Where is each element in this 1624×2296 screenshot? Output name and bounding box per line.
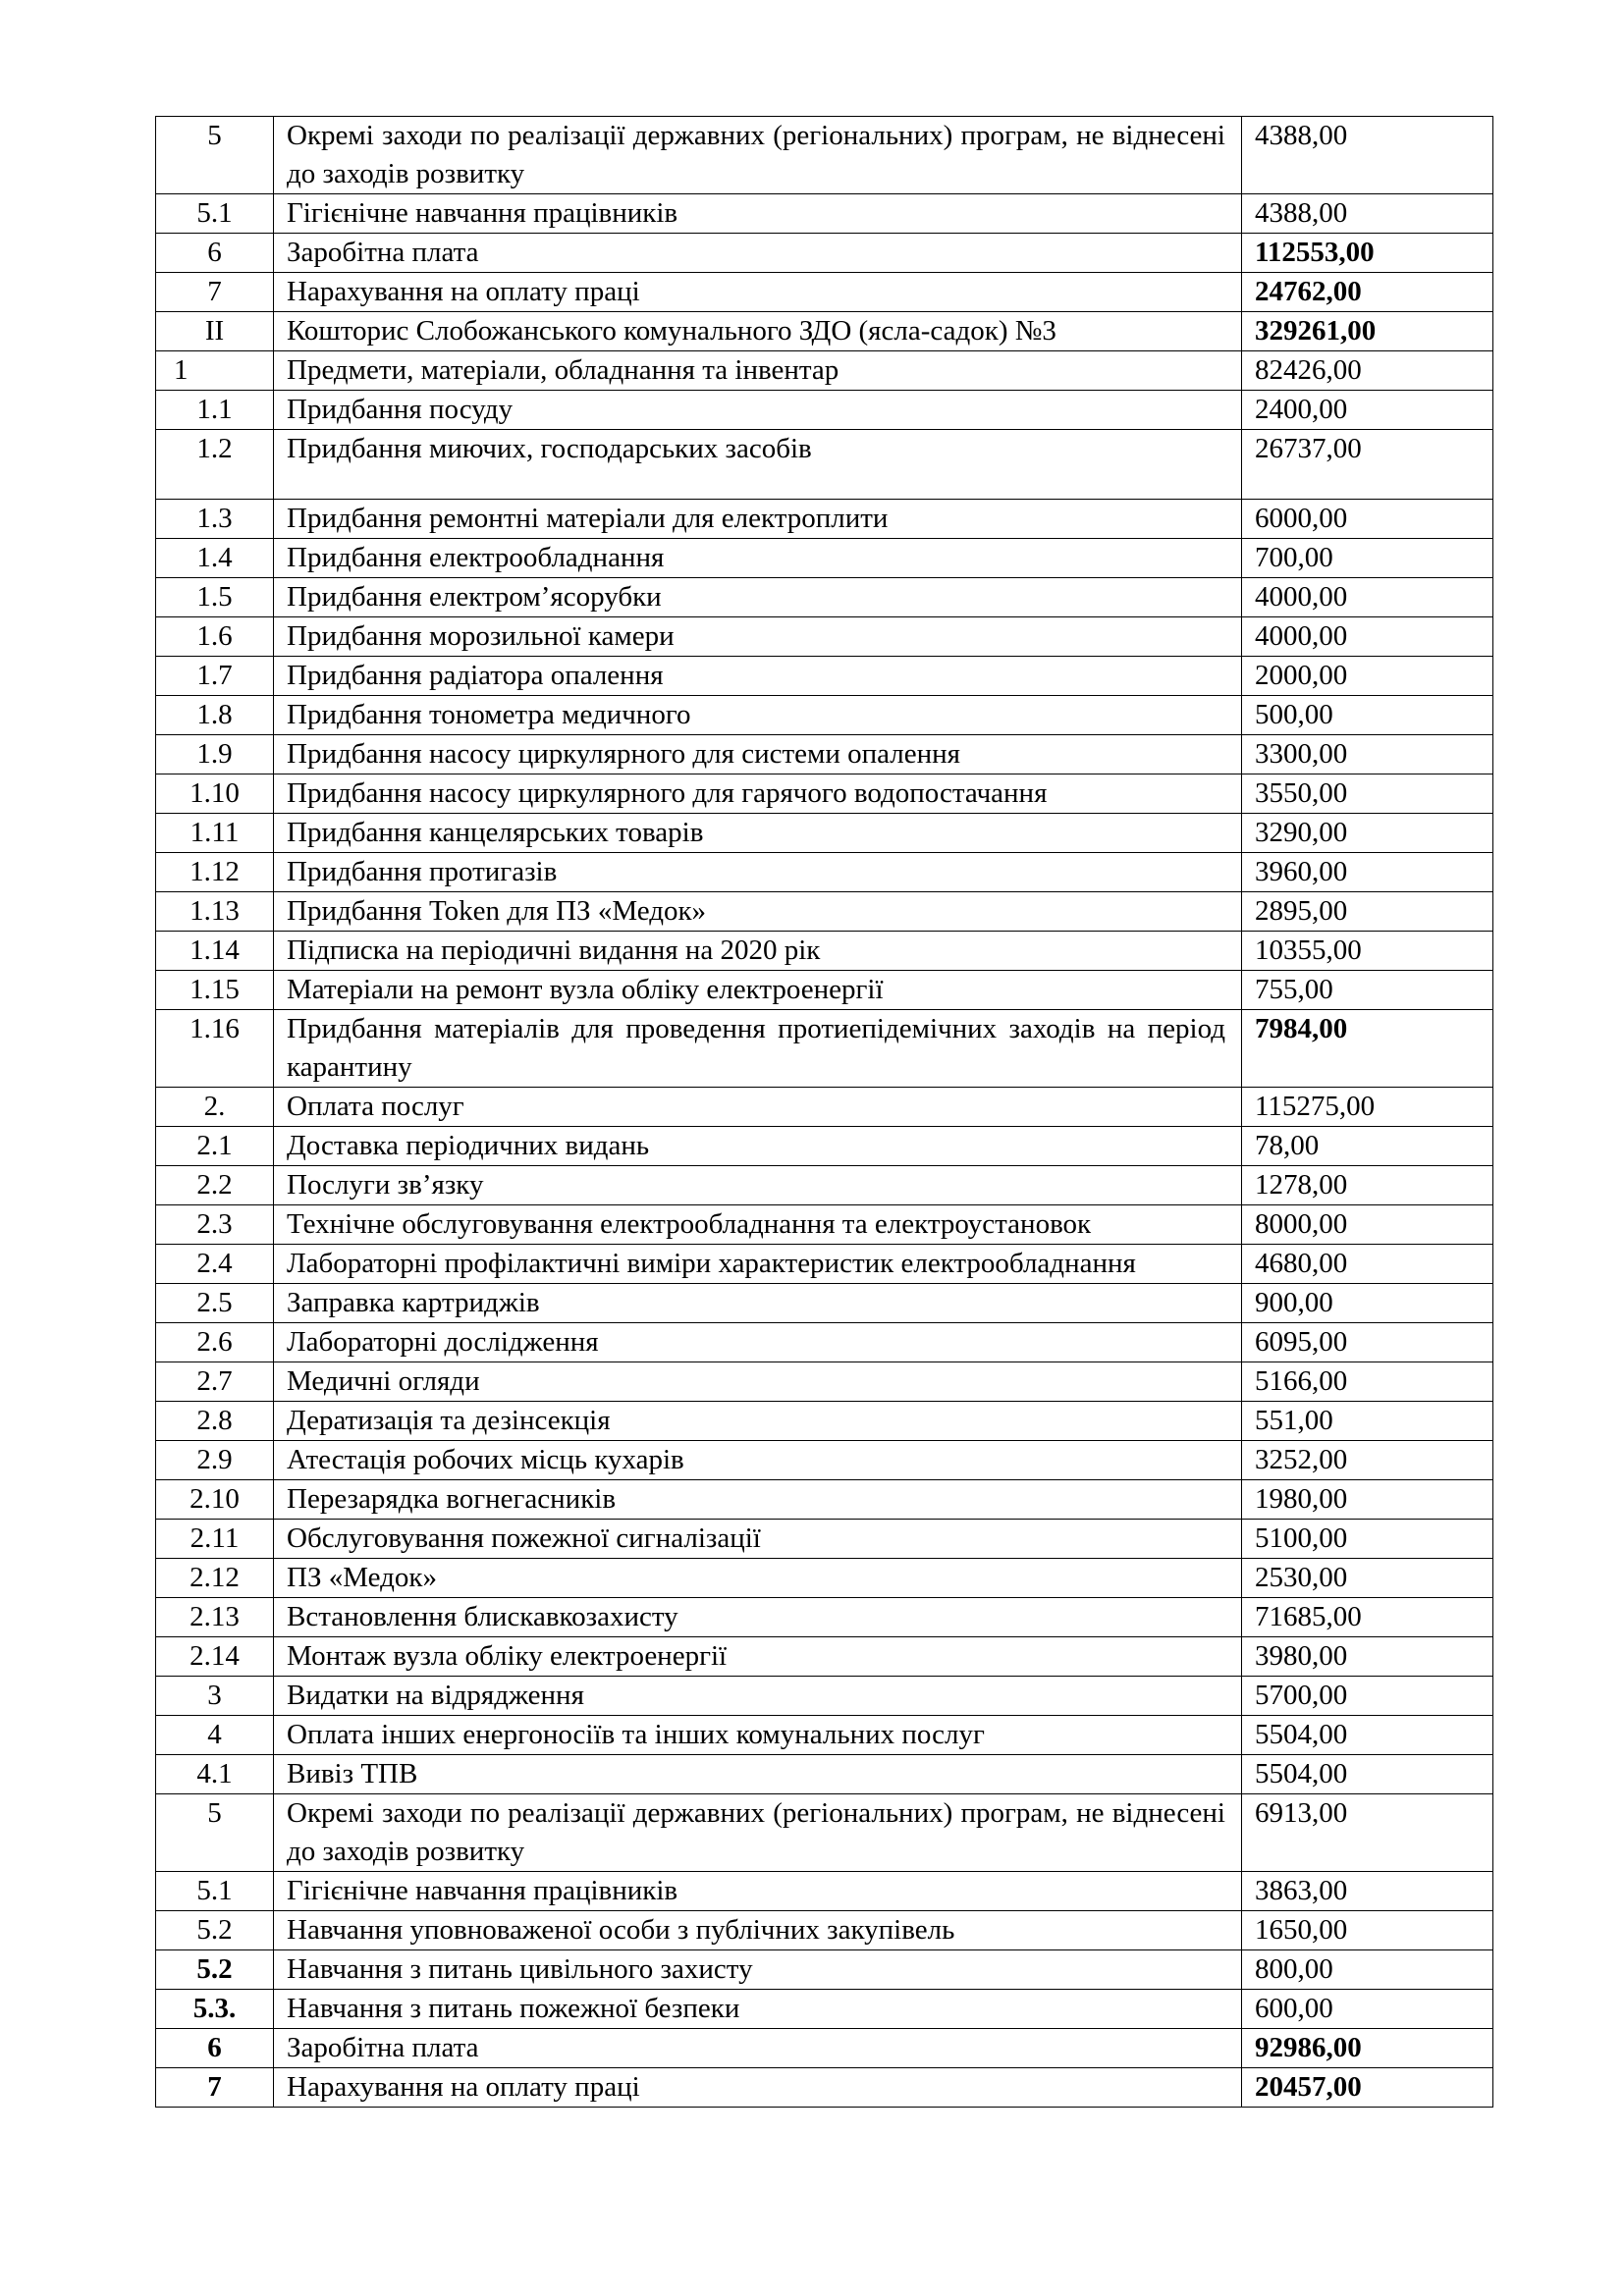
item-amount: 10355,00 bbox=[1242, 932, 1493, 971]
item-amount: 500,00 bbox=[1242, 696, 1493, 735]
item-amount: 5166,00 bbox=[1242, 1362, 1493, 1402]
row-number: 1.14 bbox=[156, 932, 274, 971]
item-amount: 92986,00 bbox=[1242, 2029, 1493, 2068]
table-row bbox=[156, 735, 1493, 774]
item-amount: 1278,00 bbox=[1242, 1166, 1493, 1205]
row-number: 7 bbox=[156, 273, 274, 312]
table-row bbox=[156, 774, 1493, 814]
table-row bbox=[156, 1559, 1493, 1598]
item-name: Предмети, матеріали, обладнання та інвентар bbox=[274, 351, 1242, 391]
row-number: 2.10 bbox=[156, 1480, 274, 1520]
row-number: 4.1 bbox=[156, 1755, 274, 1794]
item-amount: 5100,00 bbox=[1242, 1520, 1493, 1559]
item-name: Придбання радіатора опалення bbox=[274, 657, 1242, 696]
item-amount: 2000,00 bbox=[1242, 657, 1493, 696]
table-row bbox=[156, 351, 1493, 391]
row-number: 1.3 bbox=[156, 500, 274, 539]
item-name: Атестація робочих місць кухарів bbox=[274, 1441, 1242, 1480]
item-name: Окремі заходи по реалізації державних (регіональних) програм, не віднесені до заходів розвитку bbox=[274, 117, 1242, 194]
table-row bbox=[156, 500, 1493, 539]
row-number: 1.11 bbox=[156, 814, 274, 853]
item-amount: 71685,00 bbox=[1242, 1598, 1493, 1637]
row-number: 1.5 bbox=[156, 578, 274, 617]
item-name: Придбання насосу циркулярного для системи опалення bbox=[274, 735, 1242, 774]
table-row bbox=[156, 1950, 1493, 1990]
table-row bbox=[156, 391, 1493, 430]
row-number: 5.2 bbox=[156, 1911, 274, 1950]
item-amount: 6913,00 bbox=[1242, 1794, 1493, 1872]
item-name: Підписка на періодичні видання на 2020 рік bbox=[274, 932, 1242, 971]
row-number: 2.4 bbox=[156, 1245, 274, 1284]
item-name: Придбання матеріалів для проведення протиепідемічних заходів на період карантину bbox=[274, 1010, 1242, 1088]
table-row bbox=[156, 1088, 1493, 1127]
row-number: 1.8 bbox=[156, 696, 274, 735]
item-amount: 24762,00 bbox=[1242, 273, 1493, 312]
row-number: 2.13 bbox=[156, 1598, 274, 1637]
item-name: Придбання насосу циркулярного для гарячого водопостачання bbox=[274, 774, 1242, 814]
table-row bbox=[156, 1127, 1493, 1166]
table-row bbox=[156, 1205, 1493, 1245]
table-row bbox=[156, 1990, 1493, 2029]
row-number: 2.5 bbox=[156, 1284, 274, 1323]
table-row bbox=[156, 2068, 1493, 2108]
item-name: Доставка періодичних видань bbox=[274, 1127, 1242, 1166]
table-row bbox=[156, 853, 1493, 892]
row-number: 2.6 bbox=[156, 1323, 274, 1362]
row-number: 1.4 bbox=[156, 539, 274, 578]
item-name: Вивіз ТПВ bbox=[274, 1755, 1242, 1794]
item-name: Придбання тонометра медичного bbox=[274, 696, 1242, 735]
row-number: 1.9 bbox=[156, 735, 274, 774]
item-amount: 82426,00 bbox=[1242, 351, 1493, 391]
item-name: Придбання електром’ясорубки bbox=[274, 578, 1242, 617]
table-row bbox=[156, 1677, 1493, 1716]
item-amount: 551,00 bbox=[1242, 1402, 1493, 1441]
table-row bbox=[156, 1010, 1493, 1088]
item-name: Придбання миючих, господарських засобів bbox=[274, 430, 1242, 500]
row-number: 6 bbox=[156, 234, 274, 273]
row-number: 2.3 bbox=[156, 1205, 274, 1245]
item-name: Заробітна плата bbox=[274, 234, 1242, 273]
item-amount: 20457,00 bbox=[1242, 2068, 1493, 2108]
item-amount: 112553,00 bbox=[1242, 234, 1493, 273]
item-name: Придбання канцелярських товарів bbox=[274, 814, 1242, 853]
item-amount: 1650,00 bbox=[1242, 1911, 1493, 1950]
row-number: 1.6 bbox=[156, 617, 274, 657]
table-row bbox=[156, 932, 1493, 971]
item-amount: 4000,00 bbox=[1242, 617, 1493, 657]
row-number: 1.16 bbox=[156, 1010, 274, 1088]
table-row bbox=[156, 1794, 1493, 1872]
item-amount: 3960,00 bbox=[1242, 853, 1493, 892]
row-number: 3 bbox=[156, 1677, 274, 1716]
item-amount: 3252,00 bbox=[1242, 1441, 1493, 1480]
item-amount: 8000,00 bbox=[1242, 1205, 1493, 1245]
table-row bbox=[156, 1480, 1493, 1520]
item-name: Оплата послуг bbox=[274, 1088, 1242, 1127]
table-row bbox=[156, 892, 1493, 932]
row-number: 7 bbox=[156, 2068, 274, 2108]
item-name: Технічне обслуговування електрообладнання та електроустановок bbox=[274, 1205, 1242, 1245]
item-amount: 3550,00 bbox=[1242, 774, 1493, 814]
table-row bbox=[156, 617, 1493, 657]
item-amount: 4680,00 bbox=[1242, 1245, 1493, 1284]
item-name: Придбання протигазів bbox=[274, 853, 1242, 892]
item-name: Придбання ремонтні матеріали для електроплити bbox=[274, 500, 1242, 539]
item-name: Кошторис Слобожанського комунального ЗДО (ясла-садок) №3 bbox=[274, 312, 1242, 351]
item-amount: 26737,00 bbox=[1242, 430, 1493, 500]
table-row bbox=[156, 194, 1493, 234]
item-amount: 4000,00 bbox=[1242, 578, 1493, 617]
row-number: 2.11 bbox=[156, 1520, 274, 1559]
table-row bbox=[156, 234, 1493, 273]
item-name: Лабораторні дослідження bbox=[274, 1323, 1242, 1362]
item-amount: 2530,00 bbox=[1242, 1559, 1493, 1598]
item-name: ПЗ «Медок» bbox=[274, 1559, 1242, 1598]
table-row bbox=[156, 273, 1493, 312]
row-number: 2.2 bbox=[156, 1166, 274, 1205]
item-name: Перезарядка вогнегасників bbox=[274, 1480, 1242, 1520]
row-number: 1.13 bbox=[156, 892, 274, 932]
item-amount: 6000,00 bbox=[1242, 500, 1493, 539]
item-name: Гігієнічне навчання працівників bbox=[274, 1872, 1242, 1911]
item-name: Нарахування на оплату праці bbox=[274, 2068, 1242, 2108]
row-number: 5.1 bbox=[156, 1872, 274, 1911]
item-amount: 900,00 bbox=[1242, 1284, 1493, 1323]
table-row bbox=[156, 1598, 1493, 1637]
item-name: Навчання з питань цивільного захисту bbox=[274, 1950, 1242, 1990]
row-number: 5.3. bbox=[156, 1990, 274, 2029]
table-row bbox=[156, 117, 1493, 194]
table-row bbox=[156, 2029, 1493, 2068]
row-number: 1.1 bbox=[156, 391, 274, 430]
item-name: Оплата інших енергоносіїв та інших комунальних послуг bbox=[274, 1716, 1242, 1755]
item-name: Заправка картриджів bbox=[274, 1284, 1242, 1323]
table-row bbox=[156, 1911, 1493, 1950]
item-name: Видатки на відрядження bbox=[274, 1677, 1242, 1716]
item-name: Дератизація та дезінсекція bbox=[274, 1402, 1242, 1441]
row-number: 2.9 bbox=[156, 1441, 274, 1480]
row-number: 4 bbox=[156, 1716, 274, 1755]
item-amount: 4388,00 bbox=[1242, 117, 1493, 194]
item-amount: 329261,00 bbox=[1242, 312, 1493, 351]
item-amount: 2895,00 bbox=[1242, 892, 1493, 932]
item-amount: 5700,00 bbox=[1242, 1677, 1493, 1716]
item-amount: 7984,00 bbox=[1242, 1010, 1493, 1088]
item-amount: 755,00 bbox=[1242, 971, 1493, 1010]
row-number: 1.15 bbox=[156, 971, 274, 1010]
table-row bbox=[156, 1755, 1493, 1794]
row-number: 5.1 bbox=[156, 194, 274, 234]
item-name: Встановлення блискавкозахисту bbox=[274, 1598, 1242, 1637]
row-number: 1 bbox=[156, 351, 274, 391]
item-amount: 6095,00 bbox=[1242, 1323, 1493, 1362]
row-number: 5.2 bbox=[156, 1950, 274, 1990]
row-number: 1.2 bbox=[156, 430, 274, 500]
item-name: Придбання посуду bbox=[274, 391, 1242, 430]
budget-table bbox=[155, 116, 1493, 2108]
item-amount: 3290,00 bbox=[1242, 814, 1493, 853]
item-name: Окремі заходи по реалізації державних (регіональних) програм, не віднесені до заходів розвитку bbox=[274, 1794, 1242, 1872]
table-row bbox=[156, 430, 1493, 500]
table-row bbox=[156, 1245, 1493, 1284]
item-name: Навчання з питань пожежної безпеки bbox=[274, 1990, 1242, 2029]
item-amount: 600,00 bbox=[1242, 1990, 1493, 2029]
item-name: Придбання електрообладнання bbox=[274, 539, 1242, 578]
table-row bbox=[156, 1402, 1493, 1441]
item-amount: 5504,00 bbox=[1242, 1755, 1493, 1794]
row-number: 1.12 bbox=[156, 853, 274, 892]
row-number: 2.8 bbox=[156, 1402, 274, 1441]
item-amount: 800,00 bbox=[1242, 1950, 1493, 1990]
item-name: Гігієнічне навчання працівників bbox=[274, 194, 1242, 234]
item-amount: 3863,00 bbox=[1242, 1872, 1493, 1911]
table-row bbox=[156, 1520, 1493, 1559]
item-name: Обслуговування пожежної сигналізації bbox=[274, 1520, 1242, 1559]
table-row bbox=[156, 539, 1493, 578]
table-row bbox=[156, 1872, 1493, 1911]
row-number: 2. bbox=[156, 1088, 274, 1127]
item-name: Монтаж вузла обліку електроенергії bbox=[274, 1637, 1242, 1677]
row-number: 1.10 bbox=[156, 774, 274, 814]
item-amount: 5504,00 bbox=[1242, 1716, 1493, 1755]
item-amount: 115275,00 bbox=[1242, 1088, 1493, 1127]
item-amount: 4388,00 bbox=[1242, 194, 1493, 234]
row-number: 2.14 bbox=[156, 1637, 274, 1677]
item-amount: 700,00 bbox=[1242, 539, 1493, 578]
item-amount: 3980,00 bbox=[1242, 1637, 1493, 1677]
item-amount: 2400,00 bbox=[1242, 391, 1493, 430]
table-row bbox=[156, 1716, 1493, 1755]
item-name: Заробітна плата bbox=[274, 2029, 1242, 2068]
table-row bbox=[156, 1284, 1493, 1323]
row-number: 6 bbox=[156, 2029, 274, 2068]
item-amount: 78,00 bbox=[1242, 1127, 1493, 1166]
item-name: Послуги зв’язку bbox=[274, 1166, 1242, 1205]
table-row bbox=[156, 1441, 1493, 1480]
table-row bbox=[156, 1323, 1493, 1362]
table-row bbox=[156, 814, 1493, 853]
row-number: 5 bbox=[156, 117, 274, 194]
table-row bbox=[156, 1362, 1493, 1402]
row-number: 2.1 bbox=[156, 1127, 274, 1166]
item-name: Лабораторні профілактичні виміри характеристик електрообладнання bbox=[274, 1245, 1242, 1284]
budget-table-body bbox=[156, 117, 1493, 2108]
item-name: Нарахування на оплату праці bbox=[274, 273, 1242, 312]
table-row bbox=[156, 971, 1493, 1010]
row-number: ІІ bbox=[156, 312, 274, 351]
row-number: 2.12 bbox=[156, 1559, 274, 1598]
table-row bbox=[156, 312, 1493, 351]
row-number: 2.7 bbox=[156, 1362, 274, 1402]
item-name: Придбання Token для ПЗ «Медок» bbox=[274, 892, 1242, 932]
table-row bbox=[156, 578, 1493, 617]
item-amount: 1980,00 bbox=[1242, 1480, 1493, 1520]
item-name: Матеріали на ремонт вузла обліку електроенергії bbox=[274, 971, 1242, 1010]
item-name: Навчання уповноваженої особи з публічних закупівель bbox=[274, 1911, 1242, 1950]
table-row bbox=[156, 696, 1493, 735]
table-row bbox=[156, 1637, 1493, 1677]
row-number: 5 bbox=[156, 1794, 274, 1872]
item-name: Медичні огляди bbox=[274, 1362, 1242, 1402]
table-row bbox=[156, 1166, 1493, 1205]
item-amount: 3300,00 bbox=[1242, 735, 1493, 774]
item-name: Придбання морозильної камери bbox=[274, 617, 1242, 657]
row-number: 1.7 bbox=[156, 657, 274, 696]
table-row bbox=[156, 657, 1493, 696]
